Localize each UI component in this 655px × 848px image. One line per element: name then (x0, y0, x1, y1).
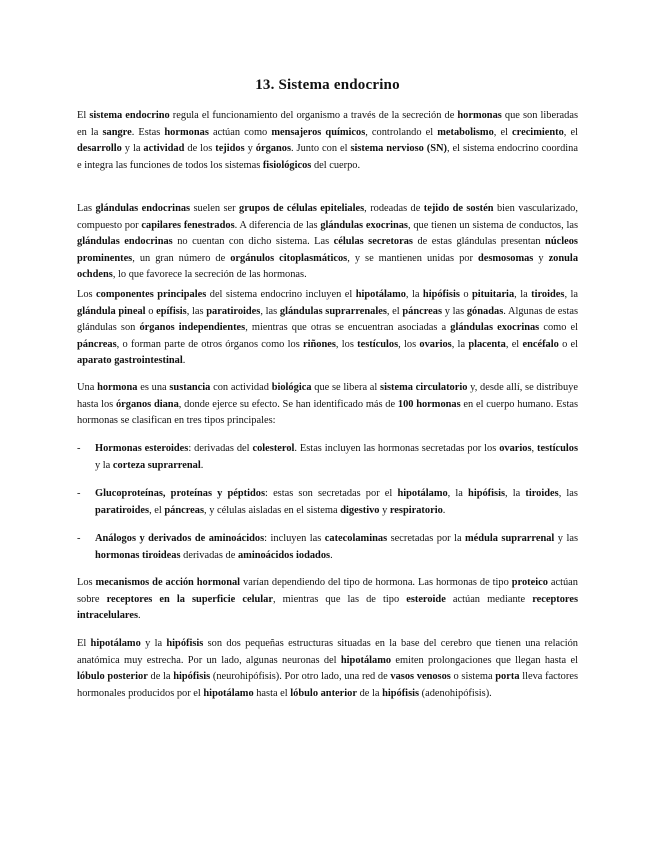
text-run: : estas son secretadas por el (265, 488, 398, 499)
text-run: y, desde allí, se distribuye hasta los (77, 382, 578, 410)
text-run: . Estas incluyen las hormonas secretadas por los (294, 443, 500, 454)
bold-term: colesterol (252, 443, 295, 454)
bold-term: hipotálamo (355, 289, 406, 300)
bold-term: testículos (357, 338, 399, 350)
text-run: , mientras que las de tipo (272, 593, 407, 605)
bold-term: hipotálamo (397, 488, 448, 499)
bold-term: hipófisis (468, 488, 506, 499)
bold-term: médula suprarrenal (465, 533, 555, 544)
bold-term: riñones (303, 338, 336, 350)
bold-term: sangre (102, 126, 132, 138)
bold-term: Análogos y derivados de aminoácidos (95, 533, 265, 544)
text-run: , o forman parte de otros órganos como los (116, 338, 303, 350)
text-run: que son liberadas en la (77, 110, 578, 138)
bold-term: epífisis (156, 305, 187, 317)
text-run: y las (442, 305, 467, 317)
text-run: El (77, 110, 90, 121)
bold-term: ovarios (419, 338, 452, 350)
text-run: , el (149, 504, 165, 516)
bold-term: aparato gastrointestinal (77, 355, 183, 367)
text-run: como el (539, 322, 579, 334)
text-run: , mientras que otras se encuentran asociadas a (245, 322, 451, 334)
bold-term: componentes principales (96, 289, 207, 300)
text-run: El (77, 638, 91, 649)
text-run: son dos pequeñas estructuras situadas en la base del cerebro que tienen una relación anatómica muy estrecha. Por un lado, algunas neuronas del (77, 638, 578, 666)
text-run: hasta el (253, 687, 291, 699)
bold-term: Glucoproteínas, proteínas y péptidos (95, 488, 266, 499)
text-run: . (182, 355, 186, 367)
bold-term: páncreas (402, 305, 443, 317)
bold-term: lóbulo posterior (77, 671, 148, 683)
text-run: del sistema endocrino incluyen el (206, 289, 356, 300)
text-run: y (533, 252, 549, 264)
text-run: . A diferencia de las (234, 219, 321, 231)
text-run: , las (260, 305, 280, 317)
bold-term: sustancia (169, 382, 211, 393)
bold-term: núcleos prominentes (77, 236, 578, 264)
text-run: derivadas de (180, 549, 238, 561)
bold-term: metabolismo (437, 126, 494, 138)
text-run: , el (505, 338, 523, 350)
bold-term: capilares fenestrados (141, 219, 235, 231)
text-run: o (459, 289, 472, 300)
text-run: de estas glándulas presentan (412, 236, 546, 248)
bold-term: porta (495, 671, 520, 683)
text-run: actúan sobre (77, 577, 578, 605)
paragraph-glandulas (77, 201, 578, 284)
bold-term: glándulas suprarrenales (279, 305, 387, 317)
text-run: , controlando el (365, 126, 438, 138)
bold-term: respiratorio (389, 504, 443, 516)
bold-term: orgánulos citoplasmáticos (230, 252, 348, 264)
bullet-marker: - (77, 488, 81, 499)
bold-term: hormonas tiroideas (95, 549, 181, 561)
text-run: de la (356, 687, 383, 699)
text-run: , rodeadas de (364, 203, 424, 214)
bold-term: corteza suprarrenal (112, 459, 201, 471)
bold-term: glándulas exocrinas (320, 219, 408, 231)
bold-term: actividad (143, 143, 185, 155)
bold-term: paratiroides (95, 504, 150, 516)
bold-term: tiroides (525, 488, 559, 499)
text-run: , y células aisladas en el sistema (204, 504, 341, 516)
text-run: , la (564, 289, 578, 300)
bold-term: 100 hormonas (397, 398, 461, 410)
bold-term: células secretoras (333, 236, 413, 248)
text-run: . (200, 459, 204, 471)
text-run: actúan mediante (445, 593, 533, 605)
paragraph-mecanismos (77, 575, 578, 625)
bold-term: órganos independientes (139, 322, 246, 334)
text-run: , y se mantienen unidas por (347, 252, 478, 264)
bold-term: tejido de sostén (423, 203, 494, 214)
paragraph-componentes (77, 287, 578, 370)
text-run: es una (137, 382, 170, 393)
text-run: , (531, 443, 538, 454)
text-run: o (145, 305, 157, 317)
bold-term: hormonas (164, 126, 209, 138)
text-run: que se libera al (311, 382, 381, 393)
text-run: , los (398, 338, 420, 350)
bold-term: sistema nervioso (SN) (350, 143, 447, 155)
text-run: , un gran número de (132, 252, 231, 264)
bold-term: proteico (511, 577, 548, 588)
text-run: , la (447, 488, 469, 499)
bold-term: hipófisis (173, 671, 211, 683)
text-run: del cuerpo. (311, 159, 361, 171)
text-run: , lo que favorece la secreción de las hormonas. (112, 269, 307, 281)
bold-term: páncreas (77, 338, 117, 350)
bold-term: ovarios (499, 443, 532, 454)
bold-term: digestivo (340, 504, 380, 516)
bold-term: sistema circulatorio (380, 382, 468, 393)
text-run: , que tienen un sistema de conductos, las (407, 219, 579, 231)
text-run: (adenohipófisis). (419, 687, 492, 699)
bold-term: placenta (468, 338, 506, 350)
bold-term: Hormonas esteroides (95, 443, 189, 454)
text-run: bien vascularizado, compuesto por (77, 203, 578, 231)
list-item (77, 486, 578, 519)
bold-term: crecimiento (512, 126, 564, 138)
text-run: , el (386, 305, 403, 317)
text-run: . Algunas de estas glándulas son (77, 305, 578, 334)
bold-term: glándula pineal (77, 305, 146, 317)
text-run: secretadas por la (387, 533, 466, 544)
bold-term: hipotálamo (203, 687, 254, 699)
paragraph-intro (77, 108, 578, 174)
text-run: Una (77, 382, 98, 393)
bold-term: zonula ochdens (77, 252, 579, 281)
text-run: Los (77, 289, 97, 300)
text-run: . (330, 549, 333, 561)
text-run: y (379, 504, 390, 516)
bold-term: hipotálamo (340, 654, 392, 666)
bold-term: lóbulo anterior (290, 687, 357, 699)
text-run: y la (121, 143, 144, 155)
page-title: 13. Sistema endocrino (255, 77, 400, 93)
bold-term: hormona (97, 382, 138, 393)
bold-term: hipófisis (382, 687, 420, 699)
bold-term: hipófisis (422, 289, 460, 300)
text-run: . Estas (131, 126, 165, 138)
bold-term: pituitaria (472, 289, 515, 300)
text-run: en el cuerpo humano. Estas hormonas se clasifican en tres tipos principales: (77, 398, 579, 427)
bold-term: órganos (255, 143, 291, 155)
text-run: varían dependiendo del tipo de hormona. Las hormonas de tipo (240, 577, 512, 588)
bold-term: desarrollo (77, 143, 122, 155)
text-run: , la (451, 338, 469, 350)
text-run: suelen ser (190, 203, 240, 214)
text-run: emiten prolongaciones que llegan hasta el (391, 654, 578, 666)
text-run: : derivadas del (188, 443, 253, 454)
bold-term: hipotálamo (90, 638, 141, 649)
text-run: , el sistema endocrino coordina e integra las funciones de todos los sistemas (77, 143, 578, 171)
text-run: . (137, 610, 141, 622)
text-run: , la (505, 488, 526, 499)
text-run: . Junto con el (291, 143, 351, 155)
bullet-marker: - (77, 443, 81, 454)
text-run: y la (95, 459, 113, 471)
text-run: regula el funcionamiento del organismo a través de la secreción de (169, 110, 458, 121)
text-run: Los (77, 577, 96, 588)
text-run: , donde ejerce su efecto. Se han identificado más de (178, 398, 398, 410)
text-run: lleva factores hormonales producidos por el (77, 671, 578, 699)
text-run: y las (554, 533, 578, 544)
bold-term: glándulas exocrinas (450, 322, 540, 334)
bold-term: gónadas (466, 305, 504, 317)
bold-term: encéfalo (522, 338, 559, 350)
bold-term: páncreas (164, 504, 205, 516)
bold-term: biológica (271, 382, 312, 393)
text-run: . (442, 504, 446, 516)
bold-term: tiroides (531, 289, 565, 300)
bold-term: grupos de células epiteliales (239, 203, 365, 214)
text-run: , la (405, 289, 423, 300)
bold-term: receptores en la superficie celular (106, 593, 273, 605)
list-item (77, 441, 579, 474)
bold-term: esteroide (406, 593, 446, 605)
bold-term: testículos (537, 443, 579, 454)
text-run: Las (77, 203, 96, 214)
text-run: actúan como (208, 126, 272, 138)
text-run: , el (563, 126, 578, 138)
bold-term: sistema endocrino (89, 110, 170, 121)
text-run: , los (335, 338, 358, 350)
text-run: (neurohipófisis). Por otro lado, una red de (210, 671, 391, 683)
text-run: y la (140, 638, 167, 649)
bold-term: fisiológicos (262, 159, 312, 171)
bold-term: aminoácidos iodados (237, 549, 331, 561)
text-run: o sistema (450, 671, 496, 683)
text-run: de los (184, 143, 216, 155)
bold-term: desmosomas (477, 252, 534, 264)
list-item (77, 531, 578, 564)
bold-term: vasos venosos (390, 671, 451, 683)
text-run: , la (514, 289, 532, 300)
text-run: , las (558, 488, 578, 499)
text-run: no cuentan con dicho sistema. Las (172, 236, 334, 248)
bold-term: tejidos (215, 143, 245, 155)
text-run: : incluyen las (264, 533, 325, 544)
bold-term: glándulas endocrinas (95, 203, 191, 214)
bullet-marker: - (77, 533, 81, 544)
bold-term: hipófisis (166, 638, 204, 649)
paragraph-hormona (77, 380, 578, 430)
bold-term: mensajeros químicos (271, 126, 366, 138)
text-run: de la (147, 671, 174, 683)
bold-term: receptores intracelulares (77, 593, 578, 622)
text-run: y (244, 143, 256, 155)
text-run: con actividad (210, 382, 272, 393)
bold-term: glándulas endocrinas (77, 236, 173, 248)
bold-term: mecanismos de acción hormonal (95, 577, 241, 588)
bold-term: paratiroides (206, 305, 261, 317)
text-run: , el (493, 126, 513, 138)
bold-term: órganos diana (115, 398, 179, 410)
bold-term: catecolaminas (324, 533, 388, 544)
paragraph-hipotalamo (77, 636, 578, 702)
bold-term: hormonas (457, 110, 502, 121)
text-run: o el (558, 338, 579, 350)
text-run: , las (186, 305, 207, 317)
